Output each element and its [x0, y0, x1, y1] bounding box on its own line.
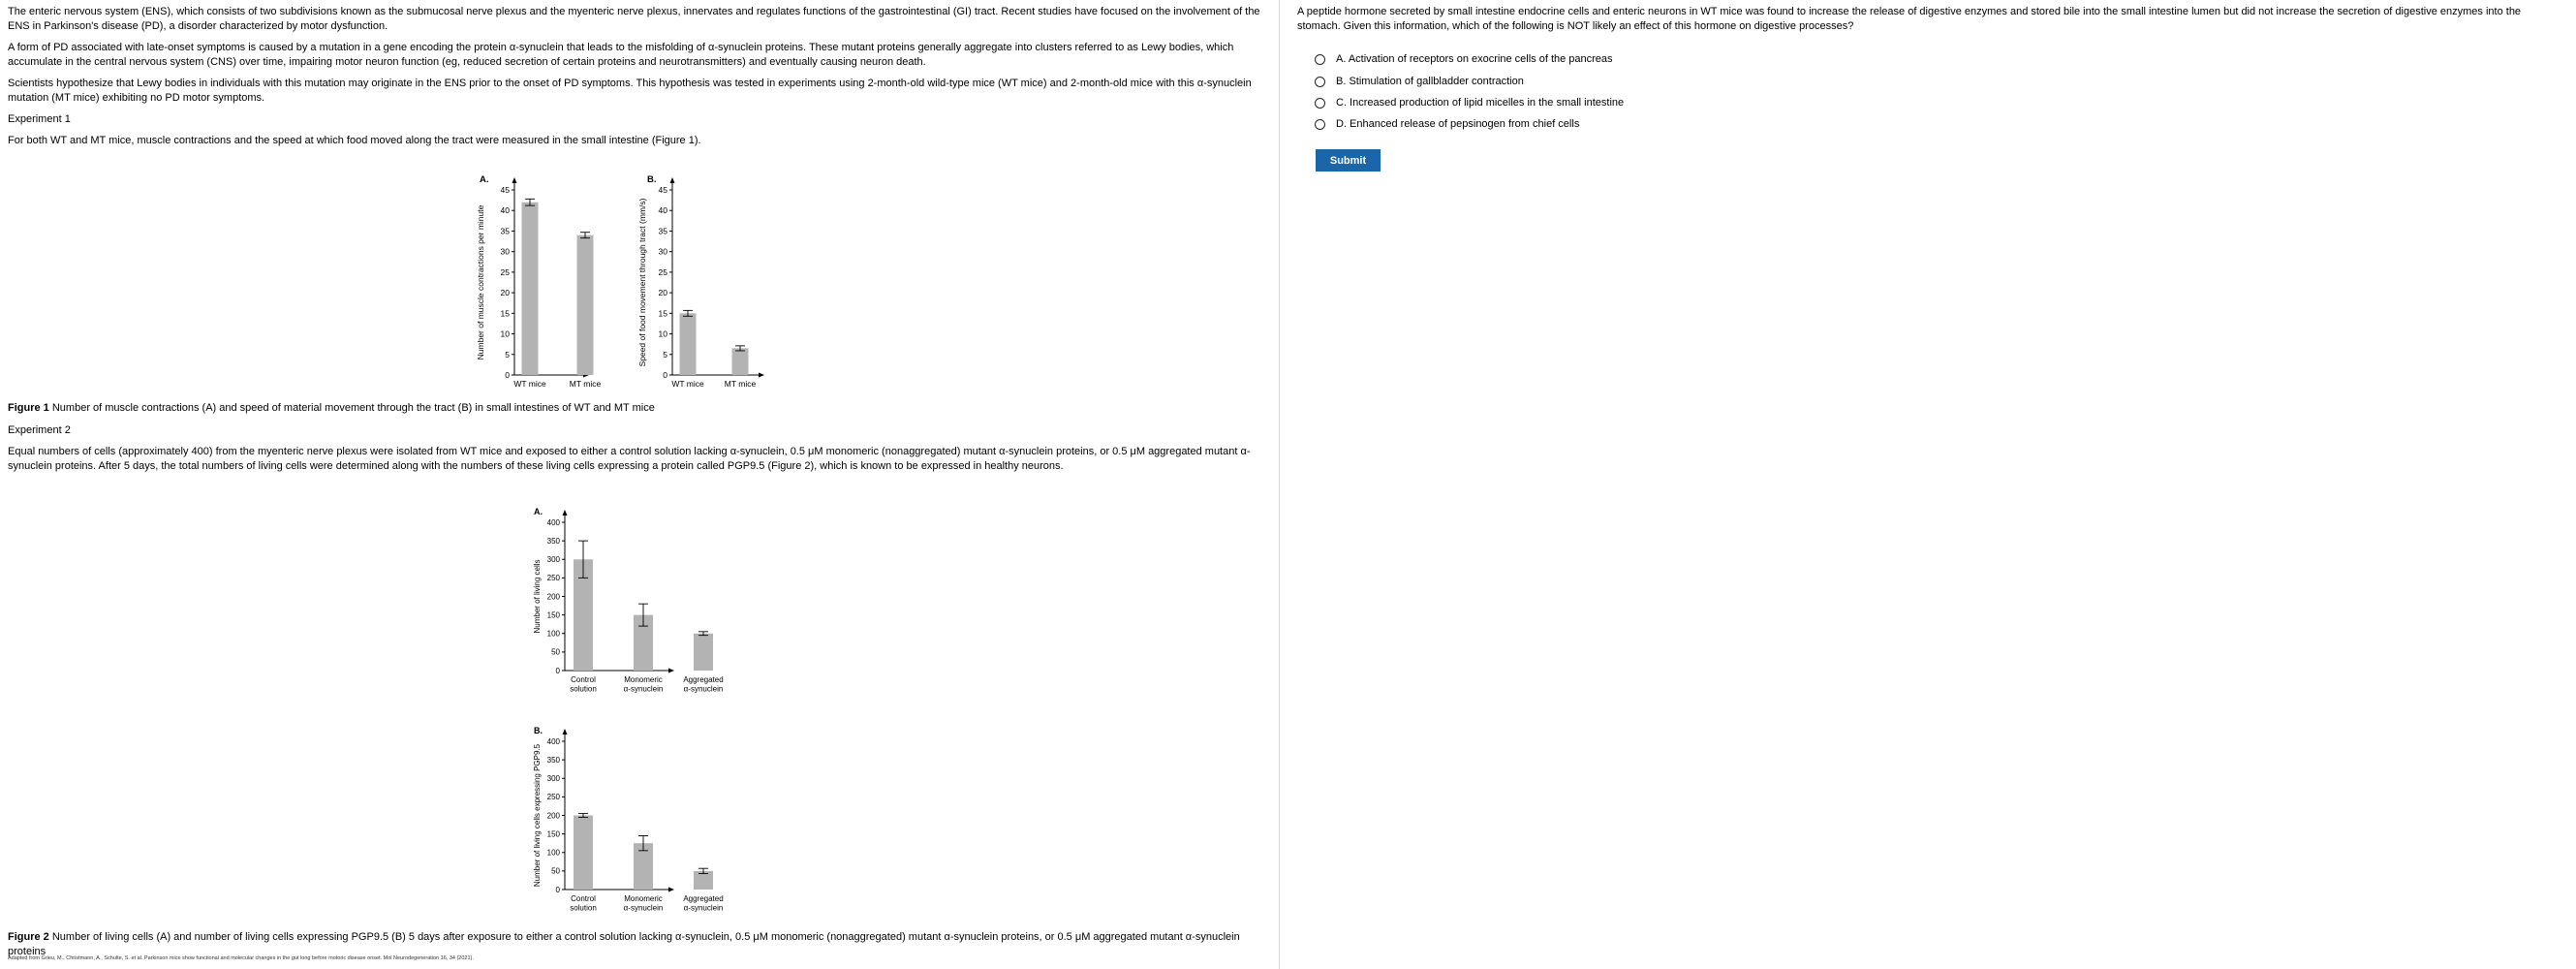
- radio-button-icon[interactable]: [1315, 98, 1325, 109]
- y-tick-label: 200: [546, 592, 560, 602]
- bar: [694, 634, 713, 671]
- y-tick-label: 300: [546, 555, 560, 565]
- x-category-label: MT mice: [724, 379, 757, 389]
- x-category-label: Aggregated: [683, 675, 724, 684]
- y-tick-label: 50: [551, 866, 560, 876]
- experiment-2-text: Equal numbers of cells (approximately 400) from the myenteric nerve plexus were isolated from WT mice and exposed to either a control solution lacking α-synuclein, 0.5 μM monomeric (nonaggregated) mutant α-synuclein proteins, or 0.5 μM aggregated mutant α-synuclein proteins. After 5 days, the total numbers of living cells were determined along with the numbers of these living cells expressing a protein called PGP9.5 (Figure 2), which is known to be expressed in healthy neurons.: [8, 446, 1251, 472]
- question-stem: A peptide hormone secreted by small intestine endocrine cells and enteric neurons in WT mice was found to increase the release of digestive enzymes and stored bile into the small intestine lumen but did not increase the secretion of digestive enzymes into the stomach. Given this information, which of the following is NOT likely an effect of this hormone on digestive processes?: [1297, 6, 2522, 32]
- bar: [522, 203, 539, 375]
- y-axis-label: Speed of food movement through tract (mm/s): [637, 198, 647, 367]
- figure-2-chart-a: [528, 483, 751, 701]
- y-tick-label: 150: [546, 829, 560, 839]
- y-tick-label: 5: [505, 349, 510, 359]
- panel-label: B.: [647, 174, 657, 185]
- answer-choice-label: D. Enhanced release of pepsinogen from chief cells: [1336, 118, 1580, 130]
- y-tick-label: 10: [500, 328, 510, 339]
- x-category-label: α-synuclein: [683, 903, 724, 913]
- y-tick-label: 35: [658, 226, 667, 236]
- figure-2-caption-text: Number of living cells (A) and number of living cells expressing PGP9.5 (B) 5 days after exposure to either a control solution lacking α-synuclein, 0.5 μM monomeric (nonaggregated) mutant α-synuclein proteins, or 0.5 μM aggregated mutant α-synuclein proteins: [8, 931, 1240, 957]
- x-category-label: α-synuclein: [623, 684, 664, 694]
- y-tick-label: 0: [505, 369, 510, 380]
- figure-1-chart-b: [636, 155, 800, 397]
- question-pane: [1297, 0, 2566, 969]
- submit-button[interactable]: Submit: [1316, 149, 1381, 172]
- y-tick-label: 35: [500, 226, 510, 236]
- experiment-2-heading: Experiment 2: [8, 424, 71, 436]
- y-axis-label: Number of living cells: [533, 559, 542, 634]
- radio-button-icon[interactable]: [1315, 54, 1325, 65]
- x-category-label: Aggregated: [683, 894, 724, 903]
- panel-label: A.: [480, 174, 489, 185]
- y-tick-label: 100: [546, 848, 560, 858]
- figure-2-caption: [8, 930, 1267, 958]
- answer-choice-a[interactable]: [1315, 51, 1613, 67]
- y-tick-label: 250: [546, 574, 560, 583]
- figure-1-caption-text: Number of muscle contractions (A) and speed of material movement through the tract (B) in small intestines of WT and MT mice: [48, 402, 655, 414]
- y-axis-arrow-icon: [563, 729, 568, 735]
- y-tick-label: 50: [551, 647, 560, 657]
- x-category-label: WT mice: [671, 379, 704, 389]
- answer-choice-d[interactable]: [1315, 116, 1579, 132]
- passage-paragraph-2: A form of PD associated with late-onset symptoms is caused by a mutation in a gene encoding the protein α-synuclein that leads to the misfolding of α-synuclein proteins. These mutant proteins generally aggregate into clusters referred to as Lewy bodies, which accumulate in the central nervous system (CNS) over time, impairing motor neuron function (eg, reduced secretion of certain proteins and neurotransmitters) and eventually causing neuron death.: [8, 42, 1234, 68]
- panel-label: B.: [534, 726, 543, 735]
- bar: [732, 348, 749, 375]
- y-tick-label: 25: [658, 266, 667, 277]
- y-tick-label: 100: [546, 629, 560, 639]
- y-tick-label: 20: [500, 288, 510, 298]
- experiment-1-text: For both WT and MT mice, muscle contractions and the speed at which food moved along the tract were measured in the small intestine (Figure 1).: [8, 135, 701, 146]
- y-tick-label: 0: [663, 369, 667, 380]
- figure-1-chart-a: [470, 155, 635, 397]
- y-axis-arrow-icon: [512, 177, 517, 183]
- citation: Adapted from Grieu, M., Christmann, A., Schulte, S. et al. Parkinson mice show functional and molecular changes in the gut long before motoric disease onset. Mol Neurodegeneration 16, 34 (2021).: [8, 955, 474, 961]
- panel-label: A.: [534, 507, 543, 516]
- x-category-label: α-synuclein: [683, 684, 724, 694]
- y-tick-label: 350: [546, 755, 560, 765]
- x-category-label: WT mice: [513, 379, 546, 389]
- y-axis-arrow-icon: [670, 177, 675, 183]
- figure-2-chart-b: [528, 702, 751, 920]
- bar: [680, 313, 697, 375]
- passage-paragraph-1: The enteric nervous system (ENS), which consists of two subdivisions known as the submucosal nerve plexus and the myenteric nerve plexus, innervates and regulates functions of the gastrointestinal (GI) tract. Recent studies have focused on the involvement of the ENS in Parkinson's disease (PD), a disorder characterized by motor dysfunction.: [8, 6, 1260, 32]
- y-tick-label: 250: [546, 793, 560, 802]
- y-tick-label: 300: [546, 774, 560, 784]
- y-tick-label: 350: [546, 536, 560, 546]
- y-tick-label: 45: [500, 184, 510, 195]
- y-tick-label: 20: [658, 288, 667, 298]
- y-tick-label: 400: [546, 517, 560, 527]
- figure-2-label: Figure 2: [8, 931, 49, 943]
- x-axis-arrow-icon: [668, 669, 674, 673]
- y-tick-label: 30: [658, 246, 667, 257]
- radio-button-icon[interactable]: [1315, 119, 1325, 130]
- y-tick-label: 15: [500, 308, 510, 319]
- y-tick-label: 150: [546, 610, 560, 620]
- x-category-label: solution: [570, 684, 597, 694]
- pane-divider: [1279, 0, 1280, 969]
- passage-pane: [0, 0, 1279, 969]
- bar: [577, 235, 594, 375]
- y-tick-label: 25: [500, 266, 510, 277]
- bar: [574, 816, 593, 891]
- passage-paragraph-3: Scientists hypothesize that Lewy bodies in individuals with this mutation may originate in the ENS prior to the onset of PD symptoms. This hypothesis was tested in experiments using 2-month-old wild-type mice (WT mice) and 2-month-old mice with this α-synuclein mutation (MT mice) exhibiting no PD motor symptoms.: [8, 78, 1252, 104]
- y-axis-arrow-icon: [563, 510, 568, 516]
- y-tick-label: 45: [658, 184, 667, 195]
- y-tick-label: 15: [658, 308, 667, 319]
- y-axis-label: Number of muscle contractions per minute: [476, 204, 485, 360]
- y-axis-label: Number of living cells expressing PGP9.5: [533, 743, 542, 888]
- y-tick-label: 200: [546, 811, 560, 821]
- y-tick-label: 400: [546, 736, 560, 746]
- x-category-label: α-synuclein: [623, 903, 664, 913]
- y-tick-label: 0: [555, 885, 560, 894]
- x-axis-arrow-icon: [759, 373, 764, 378]
- figure-1-caption: [8, 401, 1267, 416]
- answer-choice-label: C. Increased production of lipid micelles in the small intestine: [1336, 97, 1625, 109]
- y-tick-label: 5: [663, 349, 667, 359]
- x-category-label: Control: [571, 675, 596, 684]
- answer-choice-c[interactable]: [1315, 95, 1624, 110]
- answer-choice-label: B. Stimulation of gallbladder contraction: [1336, 76, 1524, 87]
- figure-1-label: Figure 1: [8, 402, 49, 414]
- x-category-label: Monomeric: [624, 675, 663, 684]
- x-category-label: MT mice: [569, 379, 602, 389]
- answer-choice-b[interactable]: [1315, 74, 1524, 89]
- x-category-label: solution: [570, 903, 597, 913]
- y-tick-label: 0: [555, 666, 560, 675]
- x-category-label: Monomeric: [624, 894, 663, 903]
- y-tick-label: 40: [658, 205, 667, 216]
- answer-choice-label: A. Activation of receptors on exocrine cells of the pancreas: [1336, 53, 1613, 65]
- y-tick-label: 10: [658, 328, 667, 339]
- x-category-label: Control: [571, 894, 596, 903]
- y-tick-label: 40: [500, 205, 510, 216]
- x-axis-arrow-icon: [668, 888, 674, 892]
- experiment-1-heading: Experiment 1: [8, 113, 71, 125]
- y-tick-label: 30: [500, 246, 510, 257]
- radio-button-icon[interactable]: [1315, 77, 1325, 87]
